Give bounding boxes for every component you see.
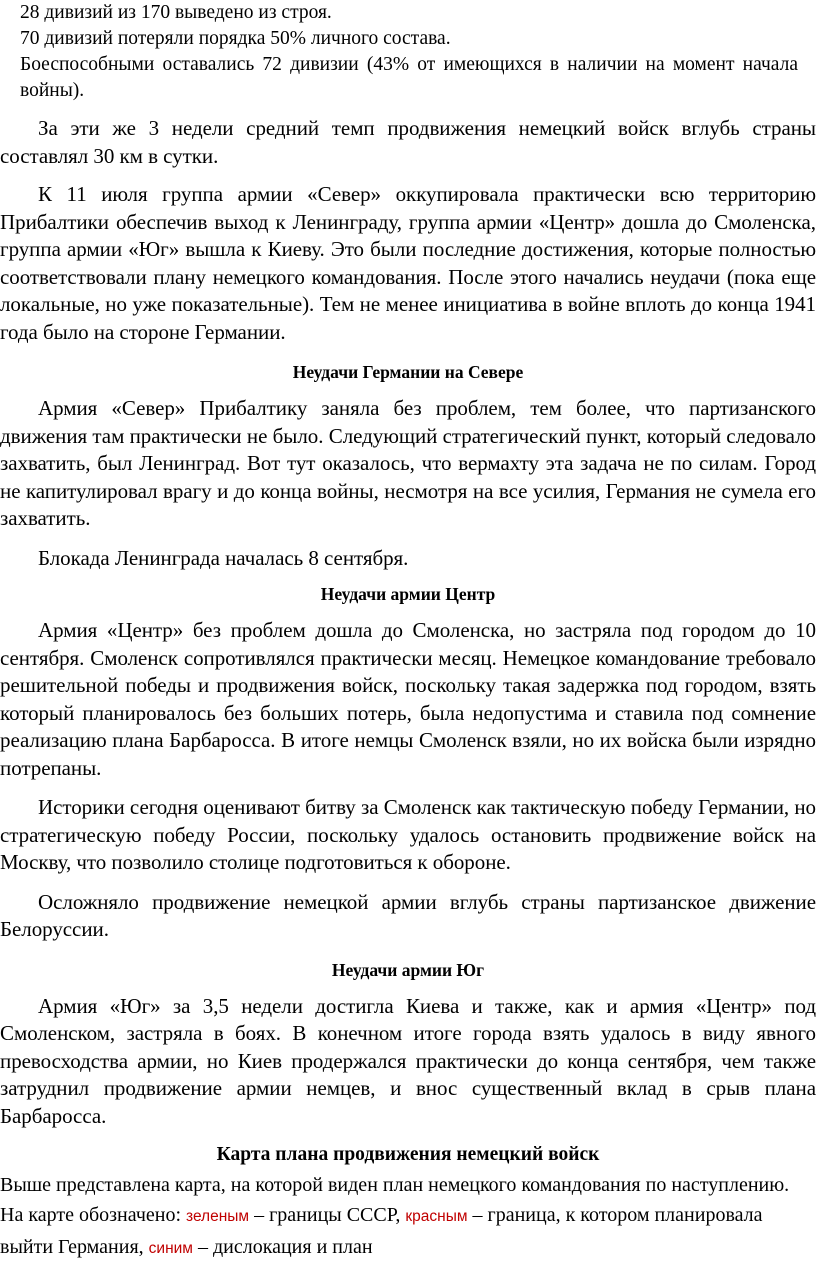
paragraph-map-legend [0,1170,816,1264]
paragraph-north-1: Армия «Север» Прибалтику заняла без проблем, тем более, что партизанского движения там практически не было. Следующий стратегический пункт, который следовало захватить, был Ленинград. Вот тут оказалось, что вермахту эта задача не по силам. Город не капитулировал врагу и до конца войны, несмотря на все усилия, Германия не сумела его захватить. [0,396,816,530]
list-item: Боеспособными оставались 72 дивизии (43% от имеющихся в наличии на момент начала войны). [20,54,798,101]
paragraph-center-3: Осложняло продвижение немецкой армии вглубь страны партизанское движение Белоруссии. [0,889,816,941]
legend-color-blue-word: синим [148,1240,193,1257]
paragraph-tempo: За эти же 3 недели средний темп продвижения немецкий войск вглубь страны составлял 30 км в сутки. [0,116,816,168]
legend-color-red-word: красным [405,1208,468,1225]
section-heading-north: Неудачи Германии на Севере [292,362,524,382]
list-item: 70 дивизий потеряли порядка 50% личного состава. [20,28,451,49]
paragraph-july-11: К 11 июля группа армии «Север» оккупировала практически всю территорию Прибалтики обеспечив выход к Ленинграду, группа армии «Центр» дошла до Смоленска, группа армии «Юг» вышла к Киеву. Это были последние достижения, которые полностью соответствовали плану немецкого командования. После этого начались неудачи (пока еще локальные, но уже показательные). Тем не менее инициатива в войне вплоть до конца 1941 года было на стороне Германии. [0,182,816,344]
paragraph-center-2: Историки сегодня оценивают битву за Смоленск как тактическую победу Германии, но стратегическую победу России, поскольку удалось остановить продвижение войск на Москву, что позволило столице подготовиться к обороне. [0,795,816,874]
legend-text-part: – дислокация и план [192,1236,373,1258]
section-heading-center: Неудачи армии Центр [320,584,496,604]
legend-text-part: – границы СССР, [249,1204,406,1226]
legend-text-part: Выше представлена карта, на которой виден план немецкого командования по наступлению. На карте обозначено: [0,1174,790,1226]
paragraph-north-2: Блокада Ленинграда началась 8 сентября. [38,545,409,570]
section-heading-map: Карта плана продвижения немецкий войск [216,1144,600,1165]
legend-color-green-word: зеленым [186,1208,250,1225]
legend-text-part: – граница, к котором планировала выйти Германия, [0,1204,763,1258]
paragraph-south-1: Армия «Юг» за 3,5 недели достигла Киева и также, как и армия «Центр» под Смоленском, застряла в боях. В конечном итоге города взять удалось в виду явного превосходства армии, но Киев продержался практически до конца сентября, чем также затруднил продвижение армии немцев, и внос существенный вклад в срыв плана Барбаросса. [0,993,816,1128]
section-heading-south: Неудачи армии Юг [331,959,485,980]
paragraph-center-1: Армия «Центр» без проблем дошла до Смоленска, но застряла под городом до 10 сентября. Смоленск сопротивлялся практически месяц. Немецкое командование требовало решительной победы и продвижения войск, поскольку такая задержка под городом, взять который планировалось без больших потерь, была недопустима и ставила под сомнение реализацию плана Барбаросса. В итоге немцы Смоленск взяли, но их войска были изрядно потрепаны. [0,618,816,780]
list-item: 28 дивизий из 170 выведено из строя. [20,2,332,23]
losses-list [0,0,798,104]
